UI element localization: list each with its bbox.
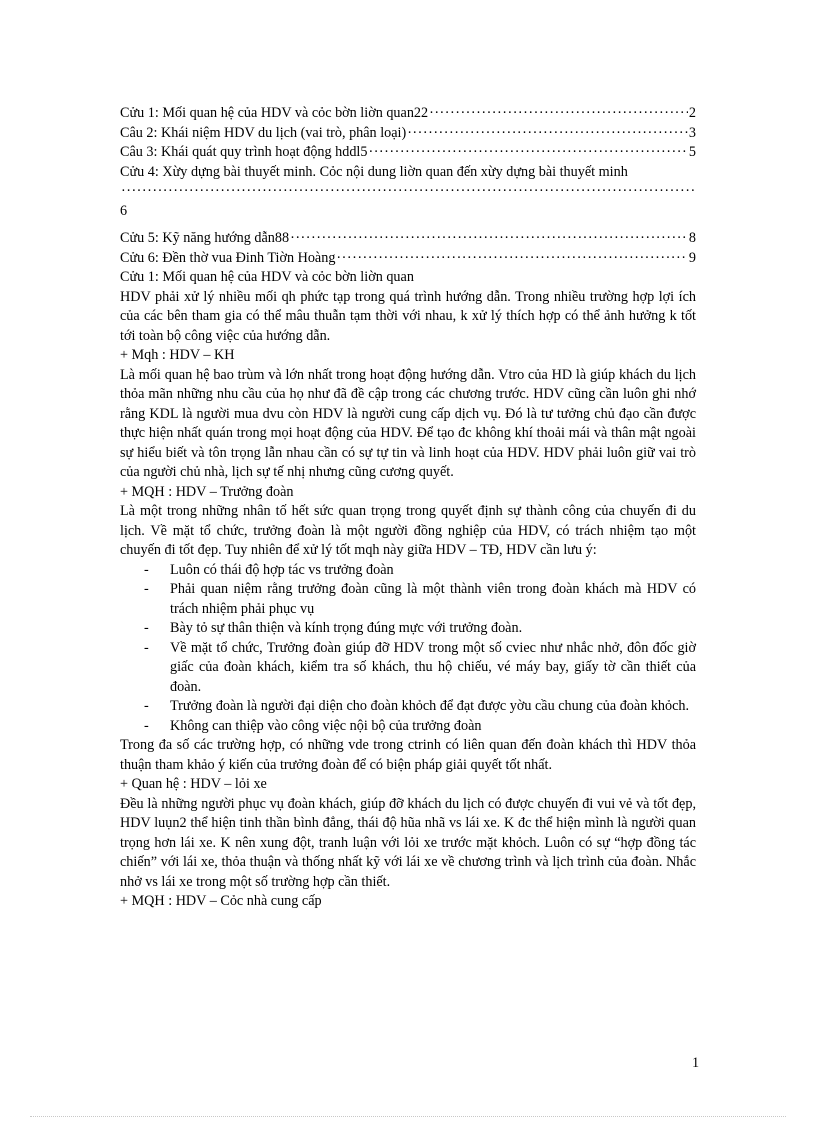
toc-entry-2[interactable] — [120, 124, 696, 144]
toc-entry-page: 9 — [688, 249, 696, 266]
toc-entry-3[interactable] — [120, 143, 696, 163]
toc-dot-leader — [429, 104, 688, 124]
toc-dot-leader — [368, 143, 687, 163]
paragraph-hdv-lai-xe: Đều là những người phục vụ đoàn khách, giúp đỡ khách du lịch có được chuyến đi vui vẻ và tốt đẹp, HDV luụn2 thể hiện tinh thần bình đẳng, thái độ hũa nhã vs lái xe. K đc thể hiện mình là người quan trọng hơn lái xe. K nên xung đột, tranh luận với lỏi xe trước mặt khỏch. Luôn có sự “hợp đồng tác chiến” với lái xe, thỏa thuận và thống nhất kỹ với lái xe về chương trình và lịch trình của đoàn. Nhắc nhở vs lái xe trong một số trường hợp cần thiết. — [120, 795, 696, 890]
paragraph-truong-doan-conclusion: Trong đa số các trường hợp, có những vde trong ctrinh có liên quan đến đoàn khách thì HDV thỏa thuận tham khảo ý kiến của trưởng đoàn để có biện pháp giải quyết tốt nhất. — [120, 737, 696, 773]
toc-entry-title: Cửu 6: Đền thờ vua Đinh Tiờn Hoàng — [120, 249, 336, 266]
paragraph-hdv-kh: Là mối quan hệ bao trùm và lớn nhất trong hoạt động hướng dẫn. Vtro của HD là giúp khách du lịch thỏa mãn những nhu cầu của họ như đã đề cập trong các chương trước. HDV cũng cần luôn ghi nhớ rằng KDL là người mua dvu còn HDV là người cung cấp dịch vụ. Đó là tư tưởng chủ đạo cần được thực hiện nhất quán trong mọi hoạt động của HDV. Để tạo đc không khí thoải mái và thân mật ngoài sự hiểu biết và tôn trọng lẫn nhau cần có sự tự tin và linh hoạt của HDV. HDV phải luôn giữ vai trò của người chủ nhà, lịch sự tế nhị nhưng cũng cương quyết. — [120, 366, 696, 480]
toc-entry-title: Cửu 5: Kỹ năng hướng dẫn88 — [120, 230, 290, 246]
toc-entry-page: 2 — [688, 105, 696, 121]
toc-entry-5[interactable] — [120, 229, 696, 249]
toc-entry-title: Cửu 4: Xừy dựng bài thuyết minh. Cỏc nội dung liờn quan đến xừy dựng bài thuyết minh — [120, 163, 628, 180]
paragraph-hdv-truong-doan: Là một trong những nhân tố hết sức quan trọng trong quyết định sự thành công của chuyến đi du lịch. Về mặt tổ chức, trưởng đoàn là một người đồng nghiệp của HDV, có trách nhiệm tạo một chuyến đi tốt đẹp. Tuy nhiên để xử lý tốt mqh này giữa HDV – TĐ, HDV cần lưu ý: — [120, 503, 696, 558]
subheading-hdv-lai-xe: + Quan hệ : HDV – lỏi xe — [120, 776, 267, 792]
list-item: - Phải quan niệm rằng trưởng đoàn cũng là một thành viên trong đoàn khách mà HDV có trách nhiệm phải phục vụ — [140, 580, 696, 619]
toc-entry-title: Câu 3: Khái quát quy trình hoạt động hddl5 — [120, 144, 368, 160]
toc-entry-page: 5 — [688, 144, 696, 160]
list-item: - Không can thiệp vào công việc nội bộ của trưởng đoàn — [140, 717, 696, 737]
toc-dot-leader — [121, 182, 695, 202]
toc-entry-title: Câu 2: Khái niệm HDV du lịch (vai trò, phân loại) — [120, 124, 407, 141]
intro-paragraph: HDV phải xử lý nhiều mối qh phức tạp trong quá trình hướng dẫn. Trong nhiều trường hợp lợi ích của các bên tham gia có thể mâu thuẫn tạm thời với nhau, k xử lý thích hợp có thể ảnh hưởng k tốt tới toàn bộ công việc của hướng dẫn. — [120, 288, 696, 344]
section-1-heading: Cửu 1: Mối quan hệ của HDV và cỏc bờn liờn quan — [120, 269, 414, 285]
subheading-hdv-truong-doan: + MQH : HDV – Trưởng đoàn — [120, 483, 294, 500]
list-item: - Về mặt tổ chức, Trưởng đoàn giúp đỡ HDV trong một số cviec như nhắc nhở, đôn đốc giờ giấc của đoàn khách, kiểm tra số khách, thu hộ chiếu, vé máy bay, giấy tờ cần thiết của đoàn. — [140, 639, 696, 698]
toc-entry-title: Cửu 1: Mối quan hệ của HDV và cỏc bờn liờn quan22 — [120, 105, 429, 121]
toc-entry-1[interactable] — [120, 104, 696, 124]
subheading-hdv-nha-cung-cap: + MQH : HDV – Cỏc nhà cung cấp — [120, 893, 322, 909]
toc-entry-4[interactable] — [120, 163, 696, 222]
truong-doan-points-list — [120, 561, 696, 737]
table-of-contents — [120, 104, 696, 268]
toc-entry-6[interactable] — [120, 249, 696, 269]
page-bottom-border — [30, 1116, 786, 1117]
toc-entry-page: 8 — [688, 230, 696, 246]
page-number: 1 — [692, 1055, 700, 1071]
subheading-hdv-kh: + Mqh : HDV – KH — [120, 347, 235, 363]
toc-entry-page: 3 — [688, 124, 696, 141]
toc-dot-leader — [336, 249, 687, 269]
list-item: - Luôn có thái độ hợp tác vs trưởng đoàn — [140, 561, 696, 581]
page-content — [120, 104, 696, 912]
toc-entry-page: 6 — [120, 202, 128, 219]
list-item: - Trưởng đoàn là người đại diện cho đoàn khỏch để đạt được yờu cầu chung của đoàn khỏch. — [140, 697, 696, 717]
toc-dot-leader — [407, 124, 688, 144]
list-item: - Bày tỏ sự thân thiện và kính trọng đúng mực với trưởng đoàn. — [140, 619, 696, 639]
toc-dot-leader — [290, 229, 688, 249]
